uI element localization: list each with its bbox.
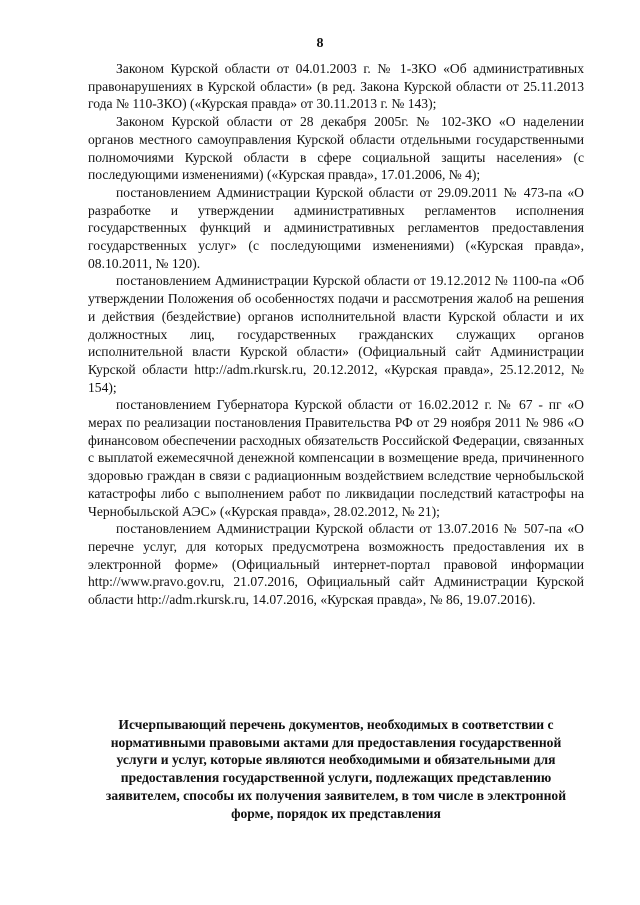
legal-basis-list [88,60,584,609]
paragraph-law-social-protection-powers: Законом Курской области от 28 декабря 2005г. № 102-ЗКО «О наделении органов местного самоуправления Курской области отдельными государственными полномочиями Курской области в сфере социальной защиты населения» (с последующими изменениями) («Курская правда», 17.01.2006, № 4); [88,114,584,183]
paragraph-law-administrative-offenses: Законом Курской области от 04.01.2003 г. № 1-ЗКО «Об административных правонарушениях в Курской области» (в ред. Закона Курской области от 25.11.2013 года № 110-ЗКО) («Курская правда» от 30.11.2013 г. № 143); [88,61,584,112]
paragraph-resolution-complaints: постановлением Администрации Курской области от 19.12.2012 № 1100-па «Об утверждении Положения об особенностях подачи и рассмотрения жалоб на решения и действия (бездействие) органов исполнительной власти Курской области и их должностных лиц, государственных гражданских служащих органов исполнительной власти Курской области» (Официальный сайт Администрации Курской области http://adm.rkursk.ru, 20.12.2012, «Курская правда», 25.12.2012, № 154); [88,273,584,395]
paragraph-governor-resolution-chernobyl: постановлением Губернатора Курской области от 16.02.2012 г. № 67 - пг «О мерах по реализации постановления Правительства РФ от 29 ноября 2011 № 986 «О финансовом обеспечении расходных обязательств Российской Федерации, связанных с выплатой ежемесячной денежной компенсации в возмещение вреда, причиненного здоровью граждан в связи с радиационным воздействием вследствие чернобыльской катастрофы либо с выполнением работ по ликвидации последствий катастрофы на Чернобыльской АЭС» («Курская правда», 28.02.2012, № 21); [88,397,584,519]
section-heading: Исчерпывающий перечень документов, необходимых в соответствии с нормативными правовыми актами для предоставления государственной услуги и услуг, которые являются необходимыми и обязательными для предоставления государственной услуги, подлежащих представлению заявителем, способы их получения заявителем, в том числе в электронной форме, порядок их представления [105,717,567,821]
paragraph-resolution-electronic-services: постановлением Администрации Курской области от 13.07.2016 № 507-па «О перечне услуг, для которых предусмотрена возможность предоставления их в электронной форме» (Официальный интернет-портал правовой информации http://www.pravo.gov.ru, 21.07.2016, Официальный сайт Администрации Курской области http://adm.rkursk.ru, 14.07.2016, «Курская правда», № 86, 19.07.2016). [88,521,584,608]
paragraph-resolution-administrative-regulations: постановлением Администрации Курской области от 29.09.2011 № 473-па «О разработке и утверждении административных регламентов исполнения государственных функций и административных регламентов предоставления государственных услуг» (с последующими изменениями) («Курская правда», 08.10.2011, № 120). [88,184,584,271]
page-number: 8 [316,36,324,51]
